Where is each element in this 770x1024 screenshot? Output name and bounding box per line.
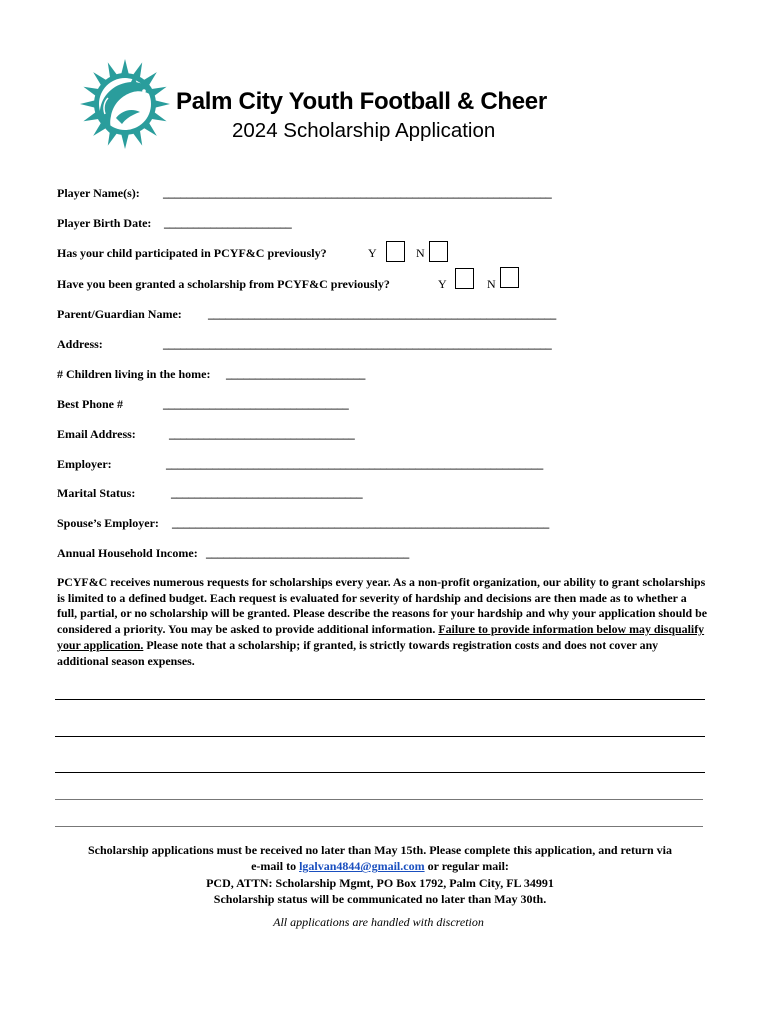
scholarship-yes-checkbox[interactable] — [455, 268, 474, 289]
phone-label: Best Phone # — [57, 397, 123, 411]
participated-yes-label: Y — [368, 246, 377, 260]
player-names-field[interactable]: ___________________________________________________________________ — [163, 186, 552, 200]
hardship-line-4[interactable] — [55, 799, 703, 800]
address-field[interactable]: ___________________________________________________________________ — [163, 337, 552, 351]
sun-ray — [121, 133, 129, 149]
employer-label: Employer: — [57, 457, 112, 471]
return-method-suffix: or regular mail: — [424, 859, 509, 874]
instructions-warning: Failure to provide information below may disqualify your application. — [57, 622, 705, 652]
scholarship-no-checkbox[interactable] — [500, 267, 519, 288]
sun-ray — [121, 59, 129, 75]
sun-ray — [80, 100, 96, 108]
sun-ray — [154, 100, 170, 108]
form-subtitle: 2024 Scholarship Application — [232, 119, 496, 142]
submission-instructions — [50, 842, 710, 907]
email-field[interactable]: ________________________________ — [169, 427, 355, 441]
address-label: Address: — [57, 337, 103, 351]
return-method-prefix: e-mail to — [251, 859, 300, 874]
marital-status-label: Marital Status: — [57, 486, 136, 500]
children-count-field[interactable]: ________________________ — [226, 367, 366, 381]
hardship-line-3[interactable] — [55, 772, 705, 773]
guardian-name-label: Parent/Guardian Name: — [57, 307, 182, 321]
instructions-text: PCYF&C receives numerous requests for scholarships every year. As a non-profit organization, our ability to grant scholarships is limited to a defined budget. Each request is evaluated for severity of hardship and decisions are then made as to whether a full, partial, or no scholarship will be granted. Please describe the reasons for your hardship and why your application should be considered a priority. You may be asked to provide additional information. — [57, 575, 707, 637]
player-names-label: Player Name(s): — [57, 186, 140, 200]
hardship-line-2[interactable] — [55, 736, 705, 737]
household-income-field[interactable]: ___________________________________ — [206, 546, 410, 560]
return-method-text — [50, 858, 710, 874]
phone-field[interactable]: ________________________________ — [163, 397, 349, 411]
participated-yes-checkbox[interactable] — [386, 241, 405, 262]
participated-label: Has your child participated in PCYF&C previously? — [57, 246, 327, 260]
email-link[interactable]: lgalvan4844@gmail.com — [299, 859, 425, 874]
participated-no-label: N — [416, 246, 425, 260]
scholarship-previously-label: Have you been granted a scholarship from PCYF&C previously? — [57, 277, 390, 291]
hardship-line-1[interactable] — [55, 699, 705, 700]
form-title: Palm City Youth Football & Cheer — [176, 88, 547, 115]
scholarship-no-label: N — [487, 277, 496, 291]
mailing-address: PCD, ATTN: Scholarship Mgmt, PO Box 1792, Palm City, FL 34991 — [206, 875, 554, 890]
birth-date-label: Player Birth Date: — [57, 216, 152, 230]
deadline-text: Scholarship applications must be received no later than May 15th. Please complete this application, and return via — [87, 843, 672, 857]
employer-field[interactable]: _________________________________________________________________ — [166, 457, 544, 471]
guardian-name-field[interactable]: ____________________________________________________________ — [208, 307, 557, 321]
marital-status-field[interactable]: _________________________________ — [171, 486, 363, 500]
children-count-label: # Children living in the home: — [57, 367, 211, 381]
instructions-note: Please note that a scholarship; if granted, is strictly towards registration costs and does not cover any additional season expenses. — [57, 637, 659, 668]
status-notice: Scholarship status will be communicated no later than May 30th. — [213, 891, 547, 906]
scholarship-yes-label: Y — [438, 277, 447, 291]
participated-no-checkbox[interactable] — [429, 241, 448, 262]
discretion-note: All applications are handled with discretion — [273, 915, 484, 929]
hardship-instructions — [57, 575, 707, 669]
household-income-label: Annual Household Income: — [57, 546, 198, 560]
birth-date-field[interactable]: ______________________ — [164, 216, 292, 230]
spouse-employer-label: Spouse’s Employer: — [57, 516, 159, 530]
hardship-line-5[interactable] — [55, 826, 703, 827]
spouse-employer-field[interactable]: _________________________________________________________________ — [172, 516, 550, 530]
email-label: Email Address: — [57, 427, 136, 441]
dolphin-sun-logo-icon — [78, 58, 173, 150]
